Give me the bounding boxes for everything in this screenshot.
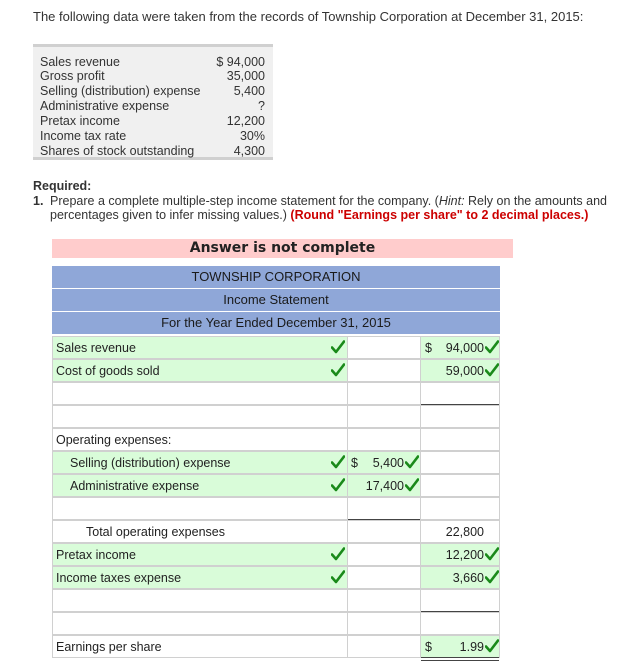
data-label: Administrative expense (40, 99, 170, 113)
amount-cell[interactable] (420, 451, 500, 474)
data-row (40, 144, 265, 159)
data-label: Selling (distribution) expense (40, 84, 201, 98)
statement-period-header: For the Year Ended December 31, 2015 (52, 312, 500, 335)
required-heading: Required: (33, 179, 92, 193)
amount-cell[interactable] (420, 474, 500, 497)
data-row (40, 55, 265, 70)
opex-header-label: Operating expenses: (56, 433, 172, 447)
amount-cell[interactable] (347, 589, 421, 612)
dollar-sign: $ (351, 456, 358, 470)
instruction-text: Prepare a complete multiple-step income statement for the company. ( (50, 194, 439, 208)
data-value: 12,200 (226, 114, 265, 128)
check-icon (485, 363, 499, 377)
data-value: $ 94,000 (216, 55, 265, 69)
total-opex-amount: 22,800 (445, 525, 484, 539)
amount-cell[interactable] (420, 589, 500, 612)
dollar-sign: $ (425, 341, 432, 355)
amount-cell[interactable] (347, 566, 421, 589)
admin-amount: 17,400 (365, 479, 404, 493)
data-value: 35,000 (226, 69, 265, 83)
blank-label-cell[interactable] (52, 405, 348, 428)
cogs-amount: 59,000 (445, 364, 484, 378)
amount-cell[interactable] (347, 382, 421, 405)
data-value: ? (258, 99, 265, 113)
total-opex-label: Total operating expenses (86, 525, 225, 539)
pretax-label: Pretax income (56, 548, 136, 562)
data-value: 5,400 (233, 84, 265, 98)
check-icon (331, 340, 345, 354)
check-icon (485, 340, 499, 354)
data-label: Income tax rate (40, 129, 127, 143)
amount-cell[interactable] (420, 612, 500, 635)
double-underline (421, 657, 499, 658)
data-label: Gross profit (40, 69, 105, 83)
double-underline (421, 660, 499, 661)
amount-cell[interactable] (420, 382, 500, 405)
check-icon (485, 639, 499, 653)
amount-cell[interactable] (420, 497, 500, 520)
check-icon (405, 478, 419, 492)
data-row (40, 129, 265, 144)
blank-label-cell[interactable] (52, 382, 348, 405)
data-row (40, 99, 265, 114)
check-icon (485, 570, 499, 584)
amount-cell[interactable] (347, 359, 421, 382)
taxes-label: Income taxes expense (56, 571, 182, 585)
cogs-label: Cost of goods sold (56, 364, 160, 378)
check-icon (331, 570, 345, 584)
instruction-text: Rely on the amounts and percentages given to infer missing values.) (50, 194, 607, 222)
data-label: Shares of stock outstanding (40, 144, 195, 158)
taxes-amount: 3,660 (452, 571, 484, 585)
amount-cell[interactable] (420, 428, 500, 451)
company-name-header: TOWNSHIP CORPORATION (52, 266, 500, 289)
blank-label-cell[interactable] (52, 497, 348, 520)
check-icon (331, 478, 345, 492)
amount-cell[interactable] (347, 428, 421, 451)
pretax-amount: 12,200 (445, 548, 484, 562)
blank-label-cell[interactable] (52, 589, 348, 612)
amount-cell[interactable] (347, 336, 421, 359)
statement-title-header: Income Statement (52, 289, 500, 312)
data-row (40, 84, 265, 99)
check-icon (331, 547, 345, 561)
amount-cell[interactable] (347, 543, 421, 566)
eps-label: Earnings per share (56, 640, 162, 654)
check-icon (485, 547, 499, 561)
data-row (40, 114, 265, 129)
amount-cell[interactable] (420, 405, 500, 428)
amount-cell[interactable] (347, 635, 421, 658)
admin-label: Administrative expense (70, 479, 200, 493)
blank-label-cell[interactable] (52, 612, 348, 635)
check-icon (331, 455, 345, 469)
data-row (40, 69, 265, 84)
hint-label: Hint: (438, 194, 465, 208)
amount-cell[interactable] (347, 520, 421, 543)
data-value: 30% (239, 129, 265, 143)
given-data-table (33, 44, 273, 160)
amount-cell[interactable] (347, 612, 421, 635)
check-icon (331, 363, 345, 377)
data-label: Sales revenue (40, 55, 120, 69)
eps-amount: 1.99 (459, 640, 484, 654)
data-label: Pretax income (40, 114, 120, 128)
sales-revenue-label: Sales revenue (56, 341, 136, 355)
required-instructions (50, 194, 642, 222)
intro-text: The following data were taken from the records of Township Corporation at December 31, 2015: (33, 9, 584, 24)
selling-amount: 5,400 (372, 456, 404, 470)
sales-revenue-amount: 94,000 (445, 341, 484, 355)
status-banner: Answer is not complete (52, 239, 513, 258)
amount-cell[interactable] (347, 405, 421, 428)
amount-cell[interactable] (347, 497, 421, 520)
check-icon (405, 455, 419, 469)
selling-label: Selling (distribution) expense (70, 456, 231, 470)
dollar-sign: $ (425, 640, 432, 654)
required-number: 1. (33, 194, 44, 208)
data-value: 4,300 (233, 144, 265, 158)
rounding-note: (Round "Earnings per share" to 2 decimal places.) (290, 208, 589, 222)
